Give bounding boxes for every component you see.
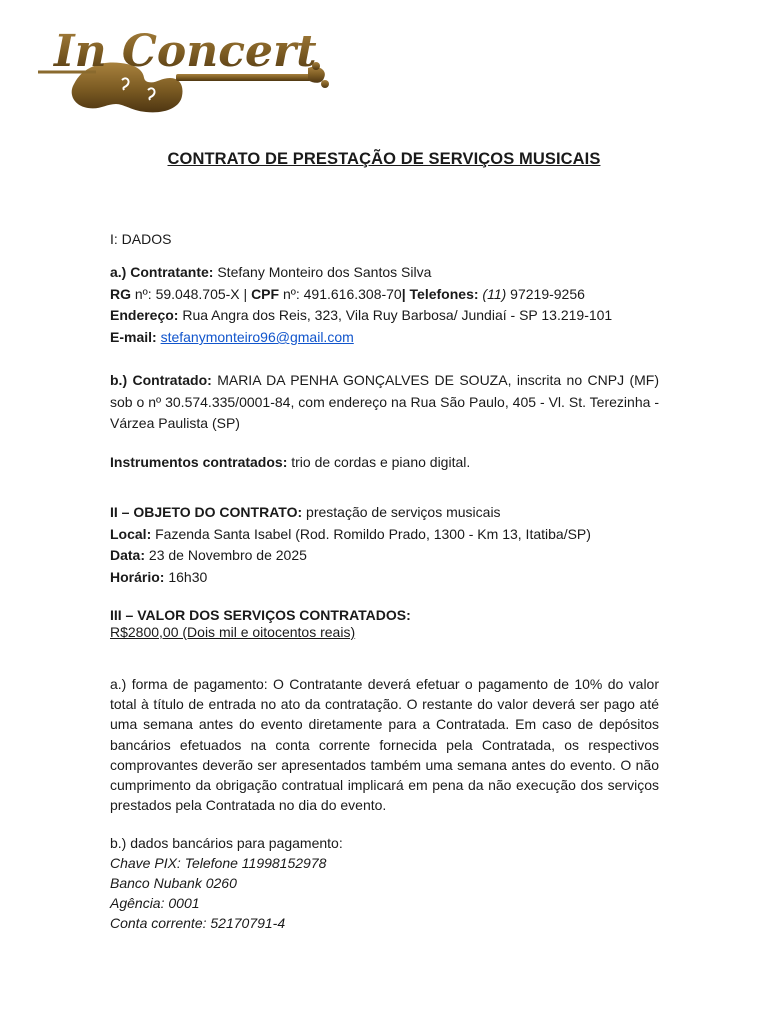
data-label: Data:	[110, 547, 146, 563]
valor-heading: III – VALOR DOS SERVIÇOS CONTRATADOS:	[110, 607, 411, 623]
cpf-label: CPF	[251, 286, 280, 302]
horario-value: 16h30	[164, 569, 208, 585]
email-label: E-mail:	[110, 329, 157, 345]
pix-line: Chave PIX: Telefone 11998152978	[110, 855, 327, 871]
instrumentos-line	[110, 452, 470, 474]
horario-line	[110, 567, 207, 589]
dados-bancarios-heading: b.) dados bancários para pagamento:	[110, 835, 343, 851]
telefone-ddd: (11)	[478, 286, 507, 302]
local-label: Local:	[110, 526, 152, 542]
contract-title: CONTRATO DE PRESTAÇÃO DE SERVIÇOS MUSICAIS	[167, 150, 601, 168]
svg-text:MUSICA PARA EVENTOS: MUSICA PARA EVENTOS	[208, 80, 307, 89]
contratado-label: b.) Contratado:	[110, 372, 212, 388]
email-link[interactable]: stefanymonteiro96@gmail.com	[160, 329, 354, 345]
data-line	[110, 545, 307, 567]
endereco-label: Endereço:	[110, 307, 179, 323]
local-value: Fazenda Santa Isabel (Rod. Romildo Prado, 1300 - Km 13, Itatiba/SP)	[151, 526, 591, 542]
instrumentos-label: Instrumentos contratados:	[110, 454, 288, 470]
valor-amount: R$2800,00 (Dois mil e oitocentos reais)	[110, 624, 356, 640]
banco-line: Banco Nubank 0260	[110, 875, 237, 891]
objeto-value: prestação de serviços musicais	[302, 504, 501, 520]
contratante-label: a.) Contratante:	[110, 264, 214, 280]
section-heading-dados: I: DADOS	[110, 231, 172, 247]
agencia-line: Agência: 0001	[110, 895, 200, 911]
instrumentos-value: trio de cordas e piano digital.	[287, 454, 471, 470]
telefones-label: Telefones:	[409, 286, 479, 302]
cpf-value: nº: 491.616.308-70	[279, 286, 402, 302]
documents-line	[110, 284, 585, 306]
contratante-line	[110, 262, 431, 284]
conta-line: Conta corrente: 52170791-4	[110, 915, 286, 931]
pipe-separator: |	[401, 286, 410, 302]
rg-value: nº: 59.048.705-X |	[131, 286, 252, 302]
contratante-name: Stefany Monteiro dos Santos Silva	[213, 264, 432, 280]
rg-label: RG	[110, 286, 131, 302]
horario-label: Horário:	[110, 569, 165, 585]
contratado-paragraph	[110, 370, 659, 435]
telefone-number: 97219-9256	[506, 286, 585, 302]
local-line	[110, 524, 591, 546]
endereco-value: Rua Angra dos Reis, 323, Vila Ruy Barbosa/ Jundiaí - SP 13.219-101	[178, 307, 613, 323]
data-value: 23 de Novembro de 2025	[145, 547, 307, 563]
company-logo	[36, 24, 336, 116]
email-line	[110, 327, 354, 349]
objeto-line	[110, 502, 501, 524]
endereco-line	[110, 305, 612, 327]
svg-text:In Concert: In Concert	[54, 26, 317, 77]
violin-logo-icon	[36, 24, 336, 116]
pagamento-paragraph: a.) forma de pagamento: O Contratante deverá efetuar o pagamento de 10% do valor total à título de entrada no ato da contratação. O restante do valor deverá ser pago até uma semana antes do evento diretamente para a Contratada. Em caso de depósitos bancários efetuados na conta corrente fornecida pela Contratada, os respectivos comprovantes deverão ser apresentados também uma semana antes do evento. O não cumprimento da obrigação contratual implicará em pena da não execução dos serviços prestados pela Contratada no dia do evento.	[110, 676, 659, 814]
objeto-label: II – OBJETO DO CONTRATO:	[110, 504, 303, 520]
contratado-text: MARIA DA PENHA GONÇALVES DE SOUZA, inscrita no CNPJ (MF) sob o nº 30.574.335/0001-84, com endereço na Rua São Paulo, 405 - Vl. St. Terezinha - Várzea Paulista (SP)	[110, 372, 659, 431]
